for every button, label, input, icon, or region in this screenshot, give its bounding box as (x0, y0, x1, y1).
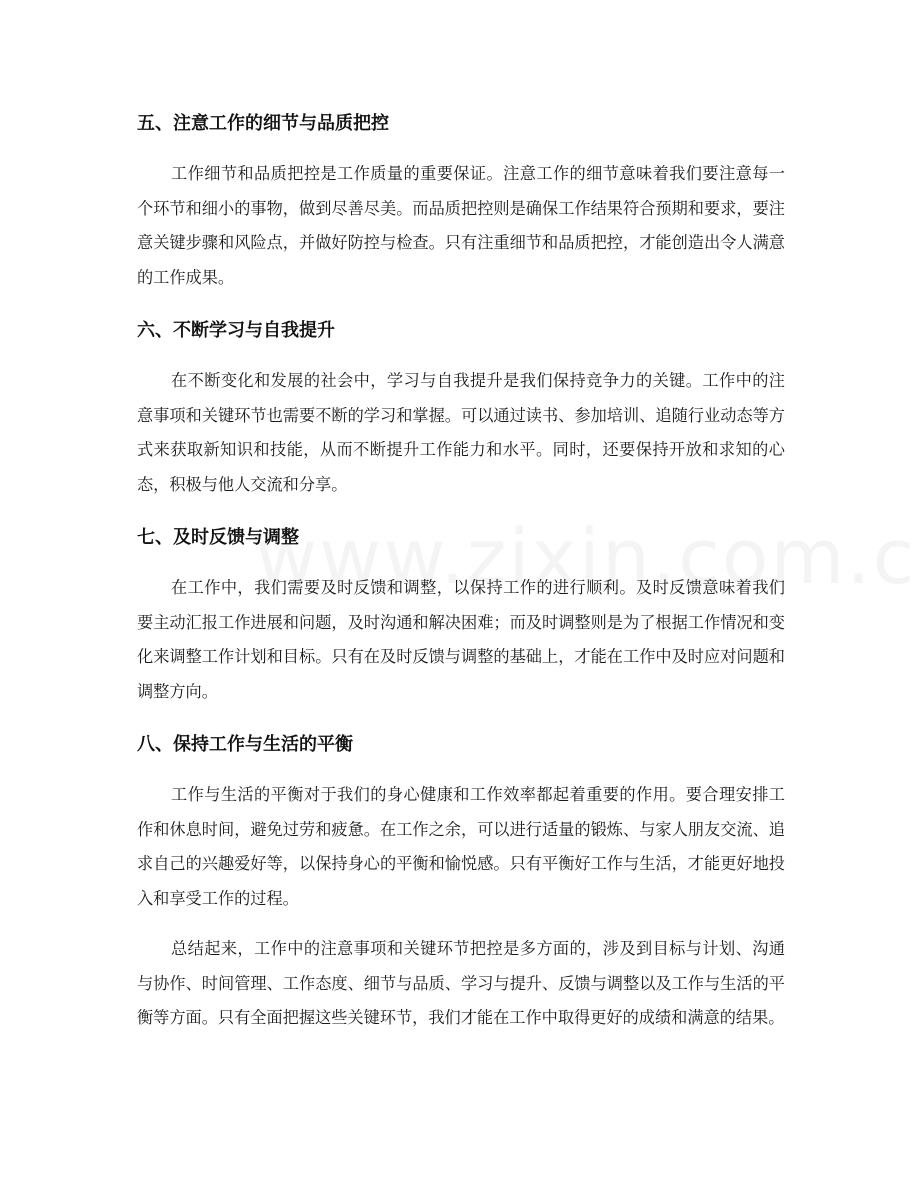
conclusion-paragraph: 总结起来，工作中的注意事项和关键环节把控是多方面的，涉及到目标与计划、沟通与协作、时间管理、工作态度、细节与品质、学习与提升、反馈与调整以及工作与生活的平衡等方面。只有全面把握这些关键环节，我们才能在工作中取得更好的成绩和满意的结果。 (137, 939, 785, 1027)
section-paragraph: 工作与生活的平衡对于我们的身心健康和工作效率都起着重要的作用。要合理安排工作和休息时间，避免过劳和疲惫。在工作之余，可以进行适量的锻炼、与家人朋友交流、追求自己的兴趣爱好等，以保持身心的平衡和愉悦感。只有平衡好工作与生活，才能更好地投入和享受工作的过程。 (137, 785, 785, 908)
document-body (137, 104, 785, 1052)
section-6 (137, 311, 785, 502)
section-8 (137, 725, 785, 916)
section-5 (137, 104, 785, 295)
section-heading: 八、保持工作与生活的平衡 (137, 734, 353, 755)
section-paragraph: 在工作中，我们需要及时反馈和调整，以保持工作的进行顺利。及时反馈意味着我们要主动汇报工作进展和问题，及时沟通和解决困难；而及时调整则是为了根据工作情况和变化来调整工作计划和目标。只有在及时反馈与调整的基础上，才能在工作中及时应对问题和调整方向。 (137, 578, 785, 701)
section-paragraph: 工作细节和品质把控是工作质量的重要保证。注意工作的细节意味着我们要注意每一个环节和细小的事物，做到尽善尽美。而品质把控则是确保工作结果符合预期和要求，要注意关键步骤和风险点，并做好防控与检查。只有注重细节和品质把控，才能创造出令人满意的工作成果。 (137, 164, 785, 287)
section-heading: 七、及时反馈与调整 (137, 527, 299, 548)
section-7 (137, 518, 785, 709)
section-paragraph: 在不断变化和发展的社会中，学习与自我提升是我们保持竞争力的关键。工作中的注意事项和关键环节也需要不断的学习和掌握。可以通过读书、参加培训、追随行业动态等方式来获取新知识和技能，从而不断提升工作能力和水平。同时，还要保持开放和求知的心态，积极与他人交流和分享。 (137, 371, 785, 494)
section-heading: 五、注意工作的细节与品质把控 (137, 113, 389, 134)
section-heading: 六、不断学习与自我提升 (137, 320, 335, 341)
